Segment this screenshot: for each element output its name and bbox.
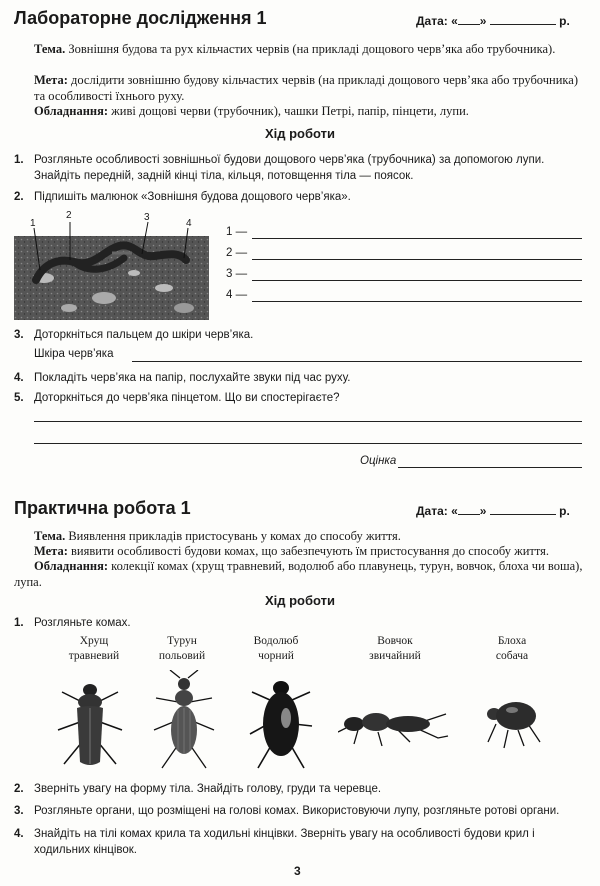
worm-illustration	[14, 208, 214, 320]
prac-tema: Тема. Виявлення прикладів пристосувань у комах до способу життя.	[34, 529, 401, 543]
skin-label: Шкіра черв’яка	[34, 348, 114, 360]
date-day-blank[interactable]	[458, 505, 480, 515]
label-2-blank[interactable]	[252, 259, 582, 260]
insect-label-mole-cricket: Вовчок звичайний	[369, 635, 421, 662]
prac-date: Дата: « » р.	[416, 504, 570, 518]
cockchafer-image	[50, 672, 130, 772]
label-2: 2 —	[226, 247, 248, 259]
observation-line-1[interactable]	[34, 421, 582, 422]
label-4-blank[interactable]	[252, 301, 582, 302]
insect-label-flea: Блоха собача	[495, 635, 529, 662]
label-1-blank[interactable]	[252, 238, 582, 239]
prac-step-2: 2. Зверніть увагу на форму тіла. Знайдіть голову, груди та черевце.	[14, 783, 382, 795]
date-month-blank[interactable]	[490, 15, 556, 25]
lab-meta: Мета: дослідити зовнішню будову кільчастих червів (на прикладі дощового черв’яка або трубочника) та особливості їхнього руху.	[34, 73, 578, 103]
insect-label-water-beetle: Водолюб чорний	[253, 635, 299, 662]
prac-title: Практична робота 1	[14, 498, 191, 518]
fig-number-1: 1	[30, 218, 36, 229]
label-1: 1 —	[226, 226, 248, 238]
fig-number-2: 2	[66, 210, 72, 221]
lab-step-4: 4. Покладіть черв’яка на папір, послухайте звуки під час руху.	[14, 372, 351, 384]
insect-label-cockchafer: Хрущ травневий	[68, 635, 120, 662]
lab-step-5: 5. Доторкніться до черв’яка пінцетом. Що ви спостерігаєте?	[14, 392, 340, 404]
lab-step-3: 3. Доторкніться пальцем до шкіри черв’яка.	[14, 329, 254, 341]
insect-label-ground-beetle: Турун польовий	[158, 635, 206, 662]
observation-line-2[interactable]	[34, 443, 582, 444]
lab-equipment: Обладнання: живі дощові черви (трубочник), чашки Петрі, папір, пінцети, лупи.	[34, 104, 469, 118]
ground-beetle-image	[146, 670, 222, 774]
prac-section-title: Хід роботи	[264, 593, 336, 608]
lab-tema: Тема. Зовнішня будова та рух кільчастих червів (на прикладі дощового черв’яка або трубочника).	[34, 42, 556, 56]
page-number: 3	[294, 864, 301, 878]
date-day-blank[interactable]	[458, 15, 480, 25]
water-beetle-image	[244, 674, 318, 772]
lab-date: Дата: « » р.	[416, 14, 570, 28]
lab-step-1: 1. Розгляньте особливості зовнішньої будови дощового черв’яка (трубочника) за допомогою лупи. Знайдіть передній, задній кінці тіла, кільця, потовщення тіла — поясок.	[14, 154, 545, 182]
lab-section-title: Хід роботи	[264, 126, 336, 141]
fig-number-4: 4	[186, 218, 192, 229]
fig-number-3: 3	[144, 212, 150, 223]
skin-blank[interactable]	[132, 361, 582, 362]
prac-step-3: 3. Розгляньте органи, що розміщені на голові комах. Використовуючи лупу, розгляньте ротові органи.	[14, 805, 560, 817]
label-4: 4 —	[226, 289, 248, 301]
label-3-blank[interactable]	[252, 280, 582, 281]
prac-step-4: 4. Знайдіть на тілі комах крила та ходильні кінцівки. Зверніть увагу на особливості будови крил і ходильних кінцівок.	[14, 828, 535, 856]
worm-figure	[14, 208, 214, 320]
prac-meta: Мета: виявити особливості будови комах, що забезпечують їм пристосування до способу життя.	[34, 544, 550, 558]
label-3: 3 —	[226, 268, 248, 280]
flea-image	[484, 694, 544, 750]
prac-step-1: 1. Розгляньте комах.	[14, 617, 131, 629]
prac-equipment: Обладнання: колекції комах (хрущ травневий, водолюб або плавунець, турун, вовчок, блоха чи воша), лупа.	[14, 559, 583, 589]
grade-label: Оцінка	[360, 455, 397, 467]
lab-step-2: 2. Підпишіть малюнок «Зовнішня будова дощового черв’яка».	[14, 191, 351, 203]
mole-cricket-image	[338, 700, 450, 748]
lab-title: Лабораторне дослідження 1	[14, 8, 267, 28]
grade-blank[interactable]	[398, 467, 582, 468]
date-month-blank[interactable]	[490, 505, 556, 515]
